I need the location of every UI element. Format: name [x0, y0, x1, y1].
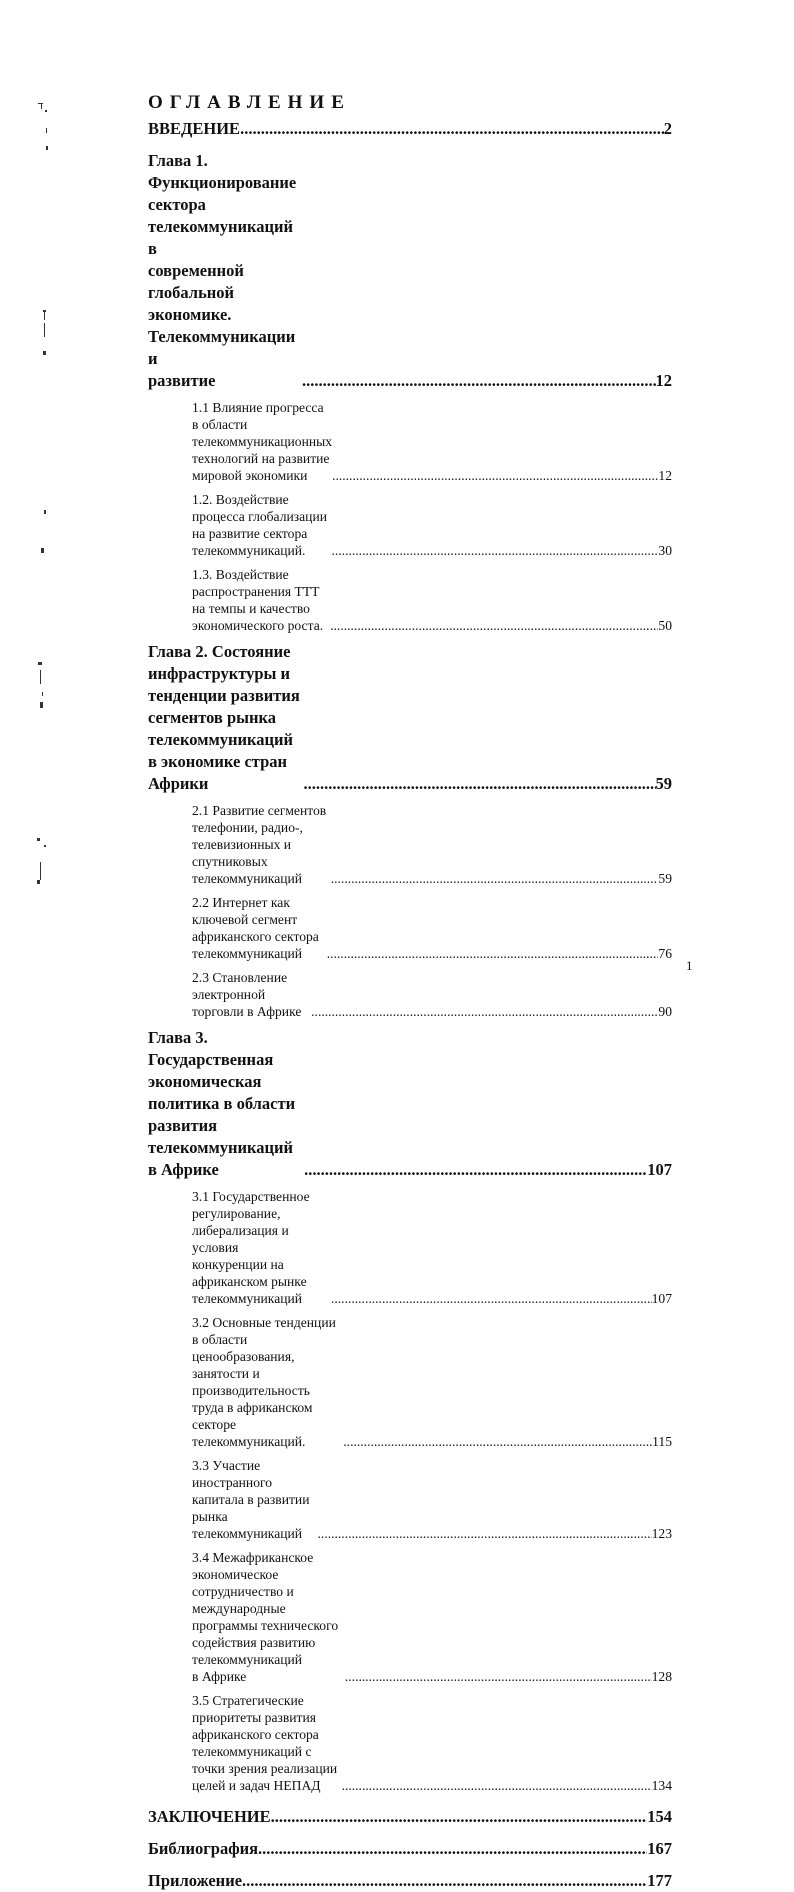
entry-page: 59: [655, 774, 672, 793]
entry-page: 167: [647, 1839, 672, 1858]
entry-title: ВВЕДЕНИЕ: [148, 119, 241, 138]
entry-title: 3.1 Государственное регулирование, либерализация и условия конкуренции на африканском рынке телекоммуникаций: [192, 1189, 310, 1306]
entry-page: 76: [658, 946, 672, 961]
leader-dots: [302, 370, 655, 392]
toc-entry-1-2[interactable]: [192, 491, 672, 559]
entry-page: 177: [647, 1871, 672, 1890]
toc-entry-conclusion[interactable]: [148, 1806, 672, 1828]
scan-mark: [46, 146, 48, 150]
toc-entry-2-3[interactable]: [192, 969, 672, 1020]
leader-dots: [332, 467, 658, 484]
leader-dots: [311, 1003, 658, 1020]
scan-mark: [41, 104, 42, 109]
entry-title: Глава 2. Состояние инфраструктуры и тенденции развития сегментов рынка телекоммуникаций в экономике стран Африки: [148, 642, 300, 793]
leader-dots: [327, 945, 659, 962]
entry-page: 107: [647, 1160, 672, 1179]
scan-mark: [45, 110, 47, 112]
entry-title: 3.5 Стратегические приоритеты развития африканского сектора телекоммуникаций с точки зрения реализации целей и задач НЕПАД: [192, 1693, 338, 1793]
scan-mark: [40, 670, 41, 684]
entry-page: 154: [647, 1807, 672, 1826]
scan-mark: [43, 351, 46, 355]
leader-dots: [240, 118, 664, 140]
toc-heading: ОГЛАВЛЕНИЕ: [148, 92, 351, 113]
entry-page: 12: [655, 371, 672, 390]
scan-mark: [40, 702, 43, 708]
entry-page: 50: [658, 618, 672, 633]
leader-dots: [343, 1433, 652, 1450]
scan-mark: [37, 838, 40, 841]
entry-page: 30: [658, 543, 672, 558]
toc-entry-2-2[interactable]: [192, 894, 672, 962]
toc-entry-chapter-3[interactable]: [148, 1027, 672, 1181]
leader-dots: [342, 1777, 652, 1794]
entry-title: 1.2. Воздействие процесса глобализации на развитие сектора телекоммуникаций.: [192, 492, 328, 558]
leader-dots: [303, 773, 655, 795]
scan-mark: [42, 692, 43, 696]
leader-dots: [304, 1159, 647, 1181]
leader-dots: [242, 1870, 647, 1892]
toc-entry-3-5[interactable]: [192, 1692, 672, 1794]
leader-dots: [331, 1290, 652, 1307]
entry-title: 3.4 Межафриканское экономическое сотрудничество и международные программы технического содействия развитию телекоммуникаций в Африке: [192, 1550, 339, 1684]
entry-title: 1.3. Воздействие распространения ТТТ на темпы и качество экономического роста.: [192, 567, 324, 633]
scan-mark: [44, 845, 46, 847]
scan-mark: [41, 548, 44, 553]
toc-entry-3-3[interactable]: [192, 1457, 672, 1542]
entry-title: 1.1 Влияние прогресса в области телекоммуникационных технологий на развитие мировой экономики: [192, 400, 333, 483]
scan-mark: [40, 862, 41, 880]
toc-entry-chapter-1[interactable]: [148, 150, 672, 392]
scan-mark: [44, 323, 45, 337]
leader-dots: [330, 617, 658, 634]
entry-title: Глава 1. Функционирование сектора телекоммуникаций в современной глобальной экономике. Телекоммуникации и развитие: [148, 151, 297, 390]
leader-dots: [331, 542, 658, 559]
entry-title: Библиография: [148, 1839, 259, 1858]
entry-title: 2.3 Становление электронной торговли в Африке: [192, 970, 302, 1019]
scan-mark: [44, 510, 46, 514]
leader-dots: [331, 870, 659, 887]
entry-page: 134: [651, 1778, 672, 1793]
toc-entry-chapter-2[interactable]: [148, 641, 672, 795]
leader-dots: [258, 1838, 647, 1860]
table-of-contents: [148, 118, 672, 1892]
toc-entry-bibliography[interactable]: [148, 1838, 672, 1860]
toc-entry-appendix[interactable]: [148, 1870, 672, 1892]
toc-entry-3-1[interactable]: [192, 1188, 672, 1307]
toc-entry-3-2[interactable]: [192, 1314, 672, 1450]
leader-dots: [318, 1525, 652, 1542]
entry-title: Приложение: [148, 1871, 243, 1890]
entry-page: 12: [658, 468, 672, 483]
toc-entry-2-1[interactable]: [192, 802, 672, 887]
toc-entry-3-4[interactable]: [192, 1549, 672, 1685]
entry-page: 107: [651, 1291, 672, 1306]
entry-page: 115: [652, 1434, 672, 1449]
toc-entry-introduction[interactable]: [148, 118, 672, 140]
entry-title: 3.3 Участие иностранного капитала в развитии рынка телекоммуникаций: [192, 1458, 310, 1541]
entry-title: 3.2 Основные тенденции в области ценообразования, занятости и производительность труда в африканском секторе телекоммуникаций.: [192, 1315, 336, 1449]
scan-mark: [43, 310, 46, 312]
entry-title: 2.1 Развитие сегментов телефонии, радио-, телевизионных и спутниковых телекоммуникаций: [192, 803, 327, 886]
entry-page: 2: [663, 119, 672, 138]
entry-title: 2.2 Интернет как ключевой сегмент африканского сектора телекоммуникаций: [192, 895, 319, 961]
entry-page: 90: [658, 1004, 672, 1019]
page-number: 1: [686, 958, 693, 973]
entry-page: 128: [651, 1669, 672, 1684]
entry-title: ЗАКЛЮЧЕНИЕ: [148, 1807, 271, 1826]
entry-title: Глава 3. Государственная экономическая политика в области развития телекоммуникаций в Африке: [148, 1028, 296, 1179]
leader-dots: [345, 1668, 652, 1685]
scan-mark: [37, 880, 40, 884]
entry-page: 123: [651, 1526, 672, 1541]
scan-mark: [38, 662, 42, 665]
scan-mark: [46, 128, 47, 133]
entry-page: 59: [658, 871, 672, 886]
leader-dots: [271, 1806, 648, 1828]
toc-entry-1-1[interactable]: [192, 399, 672, 484]
toc-entry-1-3[interactable]: [192, 566, 672, 634]
